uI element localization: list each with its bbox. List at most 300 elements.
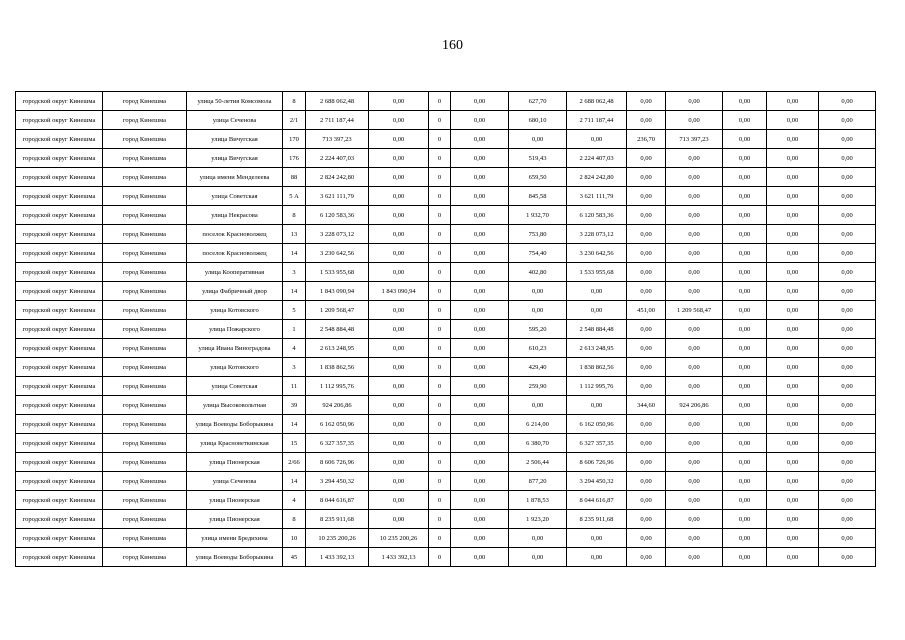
cell-cost-col-11: 0,00 [819,187,876,206]
cell-cost-col-6: 2 548 884,48 [567,320,627,339]
cell-street: улица Сеченова [187,111,283,130]
cell-count-col-3: 0 [429,415,451,434]
cell-cost-col-4: 0,00 [451,339,509,358]
cell-area-col-5: 402,80 [509,263,567,282]
cell-street: улица 50-летия Комсомола [187,92,283,111]
cell-cost-col-9: 0,00 [723,320,767,339]
table-row [16,510,876,529]
cell-cost-col-4: 0,00 [451,358,509,377]
cell-cost-col-6: 0,00 [567,529,627,548]
cell-cost-col-9: 0,00 [723,111,767,130]
cell-area-col-7: 0,00 [627,548,666,567]
cell-cost-col-9: 0,00 [723,168,767,187]
cell-cost-col-6: 3 621 111,79 [567,187,627,206]
cell-street: улица Котовского [187,358,283,377]
cell-cost-col-6: 0,00 [567,396,627,415]
cell-area-col-7: 0,00 [627,320,666,339]
cell-house-number: 4 [283,491,306,510]
cell-cost-col-2: 0,00 [369,187,429,206]
cell-total-cost: 2 224 407,03 [306,149,369,168]
cell-count-col-3: 0 [429,396,451,415]
cell-cost-col-10: 0,00 [767,244,819,263]
cell-house-number: 11 [283,377,306,396]
cell-street: улица Воеводы Боборыкина [187,415,283,434]
table-row [16,396,876,415]
cell-cost-col-9: 0,00 [723,548,767,567]
cell-cost-col-9: 0,00 [723,396,767,415]
cell-count-col-3: 0 [429,225,451,244]
cell-cost-col-10: 0,00 [767,301,819,320]
table-row [16,434,876,453]
cell-cost-col-2: 0,00 [369,415,429,434]
cell-settlement: город Кинешма [103,130,187,149]
cell-cost-col-6: 8 044 616,87 [567,491,627,510]
cell-area-col-7: 0,00 [627,206,666,225]
cell-cost-col-2: 0,00 [369,339,429,358]
cell-cost-col-9: 0,00 [723,282,767,301]
cell-house-number: 13 [283,225,306,244]
cell-total-cost: 2 711 187,44 [306,111,369,130]
cell-cost-col-10: 0,00 [767,206,819,225]
cell-house-number: 2/1 [283,111,306,130]
table-row [16,111,876,130]
cell-cost-col-9: 0,00 [723,472,767,491]
cell-area-col-7: 0,00 [627,282,666,301]
cell-house-number: 5 А [283,187,306,206]
cell-cost-col-9: 0,00 [723,244,767,263]
cell-cost-col-11: 0,00 [819,282,876,301]
cell-municipality: городской округ Кинешма [16,510,103,529]
cell-cost-col-11: 0,00 [819,339,876,358]
cell-total-cost: 1 838 862,56 [306,358,369,377]
cell-settlement: город Кинешма [103,491,187,510]
cell-area-col-5: 0,00 [509,130,567,149]
cell-cost-col-11: 0,00 [819,453,876,472]
cell-municipality: городской округ Кинешма [16,396,103,415]
cell-cost-col-10: 0,00 [767,434,819,453]
cell-cost-col-6: 3 230 642,56 [567,244,627,263]
cell-total-cost: 8 044 616,87 [306,491,369,510]
cell-count-col-3: 0 [429,92,451,111]
cell-cost-col-8: 0,00 [666,491,723,510]
cell-settlement: город Кинешма [103,92,187,111]
cell-cost-col-6: 1 533 955,68 [567,263,627,282]
cell-municipality: городской округ Кинешма [16,244,103,263]
cell-cost-col-2: 0,00 [369,358,429,377]
cell-cost-col-8: 1 209 568,47 [666,301,723,320]
registry-table [15,91,876,567]
cell-cost-col-10: 0,00 [767,377,819,396]
cell-cost-col-4: 0,00 [451,301,509,320]
cell-municipality: городской округ Кинешма [16,187,103,206]
cell-area-col-5: 1 932,70 [509,206,567,225]
table-row [16,244,876,263]
cell-municipality: городской округ Кинешма [16,377,103,396]
cell-total-cost: 3 230 642,56 [306,244,369,263]
cell-street: улица Пожарского [187,320,283,339]
cell-count-col-3: 0 [429,472,451,491]
cell-street: улица Вичугская [187,130,283,149]
cell-cost-col-2: 1 433 392,13 [369,548,429,567]
cell-street: улица Советская [187,187,283,206]
cell-cost-col-11: 0,00 [819,548,876,567]
cell-cost-col-6: 0,00 [567,130,627,149]
cell-municipality: городской округ Кинешма [16,301,103,320]
cell-municipality: городской округ Кинешма [16,282,103,301]
cell-street: улица Пионерская [187,491,283,510]
cell-area-col-7: 0,00 [627,111,666,130]
cell-area-col-7: 0,00 [627,491,666,510]
cell-cost-col-2: 0,00 [369,377,429,396]
cell-area-col-7: 0,00 [627,453,666,472]
cell-total-cost: 1 112 995,76 [306,377,369,396]
cell-cost-col-10: 0,00 [767,168,819,187]
cell-total-cost: 1 533 955,68 [306,263,369,282]
cell-cost-col-11: 0,00 [819,130,876,149]
cell-cost-col-11: 0,00 [819,415,876,434]
cell-house-number: 14 [283,244,306,263]
cell-area-col-7: 0,00 [627,187,666,206]
cell-cost-col-2: 1 843 090,94 [369,282,429,301]
cell-house-number: 3 [283,358,306,377]
cell-cost-col-6: 2 613 248,95 [567,339,627,358]
cell-house-number: 8 [283,206,306,225]
cell-settlement: город Кинешма [103,453,187,472]
cell-settlement: город Кинешма [103,111,187,130]
table-row [16,320,876,339]
cell-area-col-7: 0,00 [627,149,666,168]
cell-cost-col-2: 0,00 [369,130,429,149]
cell-area-col-5: 6 380,70 [509,434,567,453]
cell-house-number: 176 [283,149,306,168]
cell-house-number: 88 [283,168,306,187]
cell-house-number: 2/66 [283,453,306,472]
cell-count-col-3: 0 [429,111,451,130]
cell-cost-col-6: 0,00 [567,301,627,320]
cell-cost-col-11: 0,00 [819,510,876,529]
cell-cost-col-6: 2 824 242,80 [567,168,627,187]
cell-cost-col-6: 0,00 [567,282,627,301]
cell-street: улица Кооперативная [187,263,283,282]
cell-cost-col-11: 0,00 [819,491,876,510]
cell-street: поселок Красноволжец [187,244,283,263]
cell-cost-col-2: 0,00 [369,301,429,320]
table-row [16,92,876,111]
cell-total-cost: 6 120 583,36 [306,206,369,225]
cell-cost-col-10: 0,00 [767,187,819,206]
cell-area-col-7: 0,00 [627,339,666,358]
cell-area-col-5: 2 506,44 [509,453,567,472]
cell-street: поселок Красноволжец [187,225,283,244]
cell-area-col-5: 0,00 [509,396,567,415]
cell-count-col-3: 0 [429,244,451,263]
table-row [16,472,876,491]
cell-house-number: 8 [283,92,306,111]
cell-cost-col-2: 0,00 [369,434,429,453]
cell-cost-col-4: 0,00 [451,168,509,187]
cell-cost-col-2: 0,00 [369,263,429,282]
cell-area-col-5: 519,43 [509,149,567,168]
cell-cost-col-4: 0,00 [451,206,509,225]
cell-total-cost: 6 162 050,96 [306,415,369,434]
cell-area-col-5: 754,40 [509,244,567,263]
cell-cost-col-11: 0,00 [819,168,876,187]
cell-settlement: город Кинешма [103,377,187,396]
cell-cost-col-2: 0,00 [369,92,429,111]
cell-cost-col-8: 0,00 [666,529,723,548]
cell-street: улица Красноветкинская [187,434,283,453]
cell-municipality: городской округ Кинешма [16,149,103,168]
cell-count-col-3: 0 [429,206,451,225]
cell-municipality: городской округ Кинешма [16,168,103,187]
cell-total-cost: 1 843 090,94 [306,282,369,301]
cell-area-col-7: 0,00 [627,225,666,244]
cell-cost-col-8: 0,00 [666,168,723,187]
cell-cost-col-10: 0,00 [767,415,819,434]
cell-area-col-5: 680,10 [509,111,567,130]
cell-cost-col-4: 0,00 [451,130,509,149]
cell-area-col-5: 595,20 [509,320,567,339]
cell-house-number: 8 [283,510,306,529]
cell-cost-col-10: 0,00 [767,225,819,244]
cell-cost-col-2: 0,00 [369,491,429,510]
cell-total-cost: 2 613 248,95 [306,339,369,358]
cell-cost-col-4: 0,00 [451,187,509,206]
cell-cost-col-9: 0,00 [723,415,767,434]
cell-area-col-5: 1 878,53 [509,491,567,510]
cell-count-col-3: 0 [429,187,451,206]
cell-cost-col-9: 0,00 [723,453,767,472]
cell-settlement: город Кинешма [103,168,187,187]
cell-cost-col-6: 1 838 862,56 [567,358,627,377]
cell-total-cost: 8 235 911,68 [306,510,369,529]
cell-area-col-5: 659,50 [509,168,567,187]
cell-cost-col-6: 8 235 911,68 [567,510,627,529]
cell-settlement: город Кинешма [103,415,187,434]
cell-area-col-5: 429,40 [509,358,567,377]
cell-settlement: город Кинешма [103,187,187,206]
cell-area-col-5: 610,23 [509,339,567,358]
cell-cost-col-9: 0,00 [723,301,767,320]
cell-settlement: город Кинешма [103,301,187,320]
cell-cost-col-10: 0,00 [767,491,819,510]
cell-cost-col-10: 0,00 [767,111,819,130]
cell-settlement: город Кинешма [103,320,187,339]
cell-settlement: город Кинешма [103,358,187,377]
cell-cost-col-6: 8 606 726,96 [567,453,627,472]
cell-cost-col-6: 1 112 995,76 [567,377,627,396]
cell-cost-col-8: 0,00 [666,149,723,168]
cell-area-col-7: 0,00 [627,263,666,282]
cell-cost-col-11: 0,00 [819,206,876,225]
table-row [16,149,876,168]
cell-total-cost: 3 621 111,79 [306,187,369,206]
cell-cost-col-11: 0,00 [819,472,876,491]
cell-street: улица имени Менделеева [187,168,283,187]
cell-total-cost: 2 688 062,48 [306,92,369,111]
cell-cost-col-2: 0,00 [369,453,429,472]
cell-cost-col-11: 0,00 [819,301,876,320]
cell-total-cost: 713 397,23 [306,130,369,149]
cell-cost-col-2: 0,00 [369,225,429,244]
cell-cost-col-9: 0,00 [723,149,767,168]
cell-count-col-3: 0 [429,168,451,187]
cell-settlement: город Кинешма [103,339,187,358]
cell-municipality: городской округ Кинешма [16,358,103,377]
cell-area-col-5: 627,70 [509,92,567,111]
cell-cost-col-10: 0,00 [767,358,819,377]
cell-cost-col-6: 6 120 583,36 [567,206,627,225]
cell-street: улица Котовского [187,301,283,320]
cell-cost-col-8: 0,00 [666,434,723,453]
table-row [16,263,876,282]
cell-cost-col-11: 0,00 [819,149,876,168]
cell-cost-col-2: 0,00 [369,244,429,263]
cell-cost-col-8: 0,00 [666,244,723,263]
cell-area-col-5: 0,00 [509,301,567,320]
cell-cost-col-9: 0,00 [723,339,767,358]
cell-street: улица Вичугская [187,149,283,168]
cell-cost-col-2: 0,00 [369,149,429,168]
cell-cost-col-9: 0,00 [723,263,767,282]
cell-settlement: город Кинешма [103,282,187,301]
cell-settlement: город Кинешма [103,529,187,548]
cell-cost-col-8: 0,00 [666,320,723,339]
cell-count-col-3: 0 [429,510,451,529]
cell-settlement: город Кинешма [103,244,187,263]
cell-cost-col-4: 0,00 [451,396,509,415]
cell-municipality: городской округ Кинешма [16,453,103,472]
cell-cost-col-6: 2 711 187,44 [567,111,627,130]
cell-area-col-7: 236,70 [627,130,666,149]
cell-cost-col-6: 3 294 450,32 [567,472,627,491]
cell-municipality: городской округ Кинешма [16,225,103,244]
cell-street: улица Сеченова [187,472,283,491]
cell-cost-col-6: 2 688 062,48 [567,92,627,111]
cell-cost-col-2: 0,00 [369,206,429,225]
cell-area-col-7: 0,00 [627,434,666,453]
table-row [16,453,876,472]
cell-street: улица Некрасова [187,206,283,225]
cell-cost-col-8: 0,00 [666,510,723,529]
cell-cost-col-11: 0,00 [819,377,876,396]
cell-cost-col-2: 0,00 [369,396,429,415]
cell-cost-col-10: 0,00 [767,149,819,168]
cell-cost-col-11: 0,00 [819,320,876,339]
cell-municipality: городской округ Кинешма [16,111,103,130]
cell-area-col-5: 1 923,20 [509,510,567,529]
cell-cost-col-11: 0,00 [819,225,876,244]
cell-count-col-3: 0 [429,130,451,149]
cell-cost-col-8: 0,00 [666,187,723,206]
cell-street: улица Пионерская [187,453,283,472]
cell-cost-col-4: 0,00 [451,434,509,453]
cell-house-number: 10 [283,529,306,548]
cell-count-col-3: 0 [429,301,451,320]
cell-house-number: 14 [283,472,306,491]
cell-count-col-3: 0 [429,358,451,377]
cell-area-col-5: 0,00 [509,548,567,567]
cell-municipality: городской округ Кинешма [16,548,103,567]
cell-street: улица Фабричный двор [187,282,283,301]
table-row [16,301,876,320]
table-row [16,206,876,225]
cell-settlement: город Кинешма [103,225,187,244]
cell-municipality: городской округ Кинешма [16,92,103,111]
cell-cost-col-8: 0,00 [666,548,723,567]
cell-total-cost: 8 606 726,96 [306,453,369,472]
cell-cost-col-4: 0,00 [451,548,509,567]
cell-cost-col-9: 0,00 [723,187,767,206]
cell-cost-col-8: 713 397,23 [666,130,723,149]
cell-total-cost: 6 327 357,35 [306,434,369,453]
cell-cost-col-9: 0,00 [723,377,767,396]
table-row [16,491,876,510]
cell-total-cost: 3 228 073,12 [306,225,369,244]
table-row [16,358,876,377]
cell-house-number: 45 [283,548,306,567]
cell-cost-col-8: 0,00 [666,339,723,358]
cell-area-col-7: 0,00 [627,377,666,396]
cell-cost-col-6: 2 224 407,03 [567,149,627,168]
cell-cost-col-10: 0,00 [767,92,819,111]
cell-cost-col-4: 0,00 [451,472,509,491]
page-number: 160 [442,38,463,53]
cell-settlement: город Кинешма [103,396,187,415]
cell-area-col-5: 753,80 [509,225,567,244]
cell-area-col-5: 0,00 [509,529,567,548]
cell-cost-col-2: 0,00 [369,320,429,339]
cell-cost-col-8: 0,00 [666,453,723,472]
cell-area-col-7: 0,00 [627,358,666,377]
cell-cost-col-9: 0,00 [723,434,767,453]
cell-house-number: 15 [283,434,306,453]
cell-cost-col-8: 0,00 [666,358,723,377]
cell-street: улица имени Бредихина [187,529,283,548]
cell-count-col-3: 0 [429,282,451,301]
cell-area-col-5: 877,20 [509,472,567,491]
cell-cost-col-8: 0,00 [666,225,723,244]
cell-area-col-7: 0,00 [627,92,666,111]
cell-cost-col-6: 0,00 [567,548,627,567]
cell-cost-col-10: 0,00 [767,453,819,472]
cell-cost-col-8: 0,00 [666,206,723,225]
cell-area-col-7: 0,00 [627,510,666,529]
cell-municipality: городской округ Кинешма [16,320,103,339]
cell-house-number: 4 [283,339,306,358]
cell-cost-col-2: 10 235 200,26 [369,529,429,548]
cell-cost-col-8: 0,00 [666,415,723,434]
cell-cost-col-4: 0,00 [451,377,509,396]
cell-cost-col-4: 0,00 [451,510,509,529]
cell-settlement: город Кинешма [103,263,187,282]
cell-house-number: 3 [283,263,306,282]
cell-street: улица Пионерская [187,510,283,529]
cell-cost-col-6: 6 327 357,35 [567,434,627,453]
cell-total-cost: 3 294 450,32 [306,472,369,491]
cell-cost-col-11: 0,00 [819,529,876,548]
cell-count-col-3: 0 [429,149,451,168]
table-row [16,282,876,301]
cell-street: улица Высоковольтная [187,396,283,415]
cell-cost-col-6: 6 162 050,96 [567,415,627,434]
cell-cost-col-11: 0,00 [819,434,876,453]
cell-area-col-5: 0,00 [509,282,567,301]
cell-cost-col-9: 0,00 [723,491,767,510]
cell-total-cost: 924 206,86 [306,396,369,415]
cell-street: улица Воеводы Боборыкина [187,548,283,567]
cell-area-col-7: 0,00 [627,415,666,434]
